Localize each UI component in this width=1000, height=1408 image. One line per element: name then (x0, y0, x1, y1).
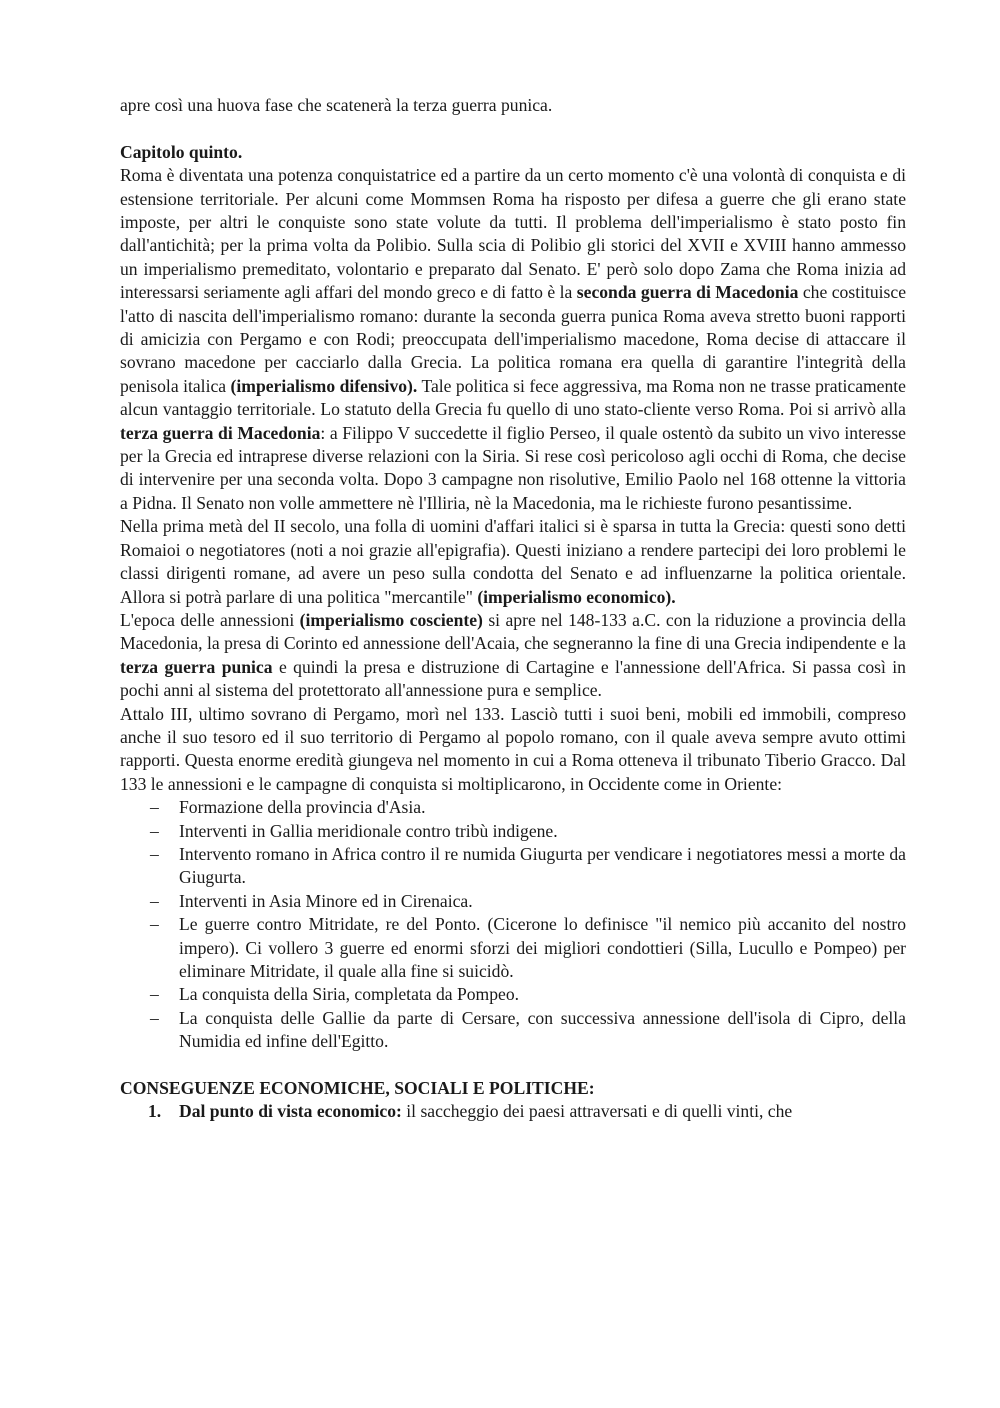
list-item (120, 983, 906, 1006)
bold-term: (imperialismo cosciente) (299, 609, 483, 630)
text-run: Nella prima metà del II secolo, una folla di uomini d'affari italici si è sparsa in tutta la Grecia: questi sono detti Romaioi o negotiatores (noti a noi grazie all'epigrafia). Questi iniziano a rendere partecipi dei loro problemi le classi dirigenti romane, ad avere un peso sulla condotta del Senato e ad influenzarne la politica orientale. Allora si potrà parlare di una politica "mercantile" (120, 516, 906, 607)
list-item-text: Le guerre contro Mitridate, re del Ponto. (Cicerone lo definisce "il nemico più accanito del nostro impero). Ci vollero 3 guerre ed enormi sforzi dei migliori condottieri (Silla, Lucullo e Pompeo) per eliminare Mitridate, il quale alla fine si suicidò. (179, 914, 906, 982)
list-item-text: Interventi in Gallia meridionale contro tribù indigene. (179, 820, 558, 841)
list-item (120, 890, 906, 913)
text-run: il saccheggio dei paesi attraversati e di quelli vinti, che (401, 1101, 793, 1122)
text-run: e quindi la presa e distruzione di Cartagine e l'annessione dell'Africa. Si passa così in pochi anni al sistema del protettorato all'annessione pura e semplice. (120, 656, 906, 701)
list-item (120, 913, 906, 983)
intro-line: apre così una huova fase che scatenerà la terza guerra punica. (120, 95, 553, 115)
paragraph-economic-imperialism (120, 515, 906, 609)
list-item (120, 820, 906, 843)
numbered-item (120, 1100, 906, 1123)
bold-term: terza guerra punica (120, 656, 273, 677)
list-item (120, 796, 906, 819)
text-run: si apre nel 148-133 a.C. con la riduzione a provincia della Macedonia, la presa di Corinto ed annessione dell'Acaia, che segneranno la fine di una Grecia indipendente e la (120, 609, 906, 654)
list-item (120, 843, 906, 890)
list-item-text: La conquista delle Gallie da parte di Cersare, con successiva annessione dell'isola di Cipro, della Numidia ed infine dell'Egitto. (179, 1007, 906, 1052)
list-item-text: Interventi in Asia Minore ed in Cirenaica. (179, 890, 473, 911)
text-run: Roma è diventata una potenza conquistatrice ed a partire da un certo momento c'è una volontà di conquista e di estensione territoriale. Per alcuni come Mommsen Roma ha risposto per difesa a guerre che gli erano state imposte, per altri le conquiste sono state volute da tutti. Il problema dell'imperialismo è stato posto fin dall'antichità; per la prima volta da Polibio. Sulla scia di Polibio gli storici del XVII e XVIII hanno ammesso un imperialismo premeditato, volontario e preparato dal Senato. E' però solo dopo Zama che Roma inizia ad interessarsi seriamente agli affari del mondo greco e di fatto è la (120, 165, 906, 303)
bold-term: seconda guerra di Macedonia (576, 282, 799, 303)
list-item-text: La conquista della Siria, completata da Pompeo. (179, 984, 520, 1005)
bold-term: Dal punto di vista economico: (179, 1101, 402, 1122)
list-dash-marker: – (150, 820, 159, 841)
list-dash-marker: – (150, 843, 159, 864)
list-item-text: Intervento romano in Africa contro il re numida Giugurta per vendicare i negotiatores messi a morte da Giugurta. (179, 843, 906, 888)
list-dash-marker: – (150, 914, 159, 935)
chapter-title: Capitolo quinto. (120, 141, 243, 162)
consequences-list (120, 1100, 906, 1123)
text-run: L'epoca delle annessioni (120, 609, 300, 630)
bold-term: (imperialismo economico). (477, 586, 676, 607)
paragraph-annexations (120, 609, 906, 703)
text-run: : a Filippo V succedette il figlio Perseo, il quale ostentò da subito un vivo interesse per la Grecia ed intraprese diverse relazioni con la Siria. Si rese così pericoloso agli occhi di Roma, che decise di intervenire per una seconda volta. Dopo 3 campagne non risolutive, Emilio Paolo nel 168 ottenne la vittoria a Pidna. Il Senato non volle ammettere nè l'Illiria, nè la Macedonia, ma le richieste furono pesantissime. (120, 422, 906, 513)
blank-line (120, 1054, 906, 1077)
list-dash-marker: – (150, 890, 159, 911)
conquest-list (120, 796, 906, 1053)
list-dash-marker: – (150, 1007, 159, 1028)
list-item-text: Formazione della provincia d'Asia. (179, 797, 426, 818)
paragraph-imperialism-origins (120, 164, 906, 515)
paragraph-attalus: Attalo III, ultimo sovrano di Pergamo, morì nel 133. Lasciò tutti i suoi beni, mobili ed immobili, compreso anche il suo tesoro ed il suo territorio di Pergamo al popolo romano, con il quale aveva sempre avuto ottimi rapporti. Questa enorme eredità giungeva nel momento in cui a Roma otteneva il tribunato Tiberio Gracco. Dal 133 le annessioni e le campagne di conquista si moltiplicarono, in Occidente come in Oriente: (120, 703, 906, 794)
list-item (120, 1007, 906, 1054)
numbered-marker: 1. (148, 1101, 162, 1122)
text-run: Tale politica si fece aggressiva, ma Roma non ne trasse praticamente alcun vantaggio territoriale. Lo statuto della Grecia fu quello di uno stato-cliente verso Roma. Poi si arrivò alla (120, 375, 906, 420)
bold-term: (imperialismo difensivo). (230, 375, 418, 396)
document-page (120, 94, 906, 1124)
list-dash-marker: – (150, 984, 159, 1005)
text-run: che costituisce l'atto di nascita dell'imperialismo romano: durante la seconda guerra punica Roma aveva stretto buoni rapporti di amicizia con Pergamo e con Rodi; preoccupata dell'imperialismo macedone, Roma decise di attaccare il sovrano macedone per cacciarlo dalla Grecia. La politica romana era quella di garantire l'integrità della penisola italica (120, 282, 907, 396)
blank-line (120, 117, 906, 140)
bold-term: terza guerra di Macedonia (120, 422, 321, 443)
section-heading: CONSEGUENZE ECONOMICHE, SOCIALI E POLITICHE: (120, 1078, 595, 1099)
list-dash-marker: – (150, 797, 159, 818)
